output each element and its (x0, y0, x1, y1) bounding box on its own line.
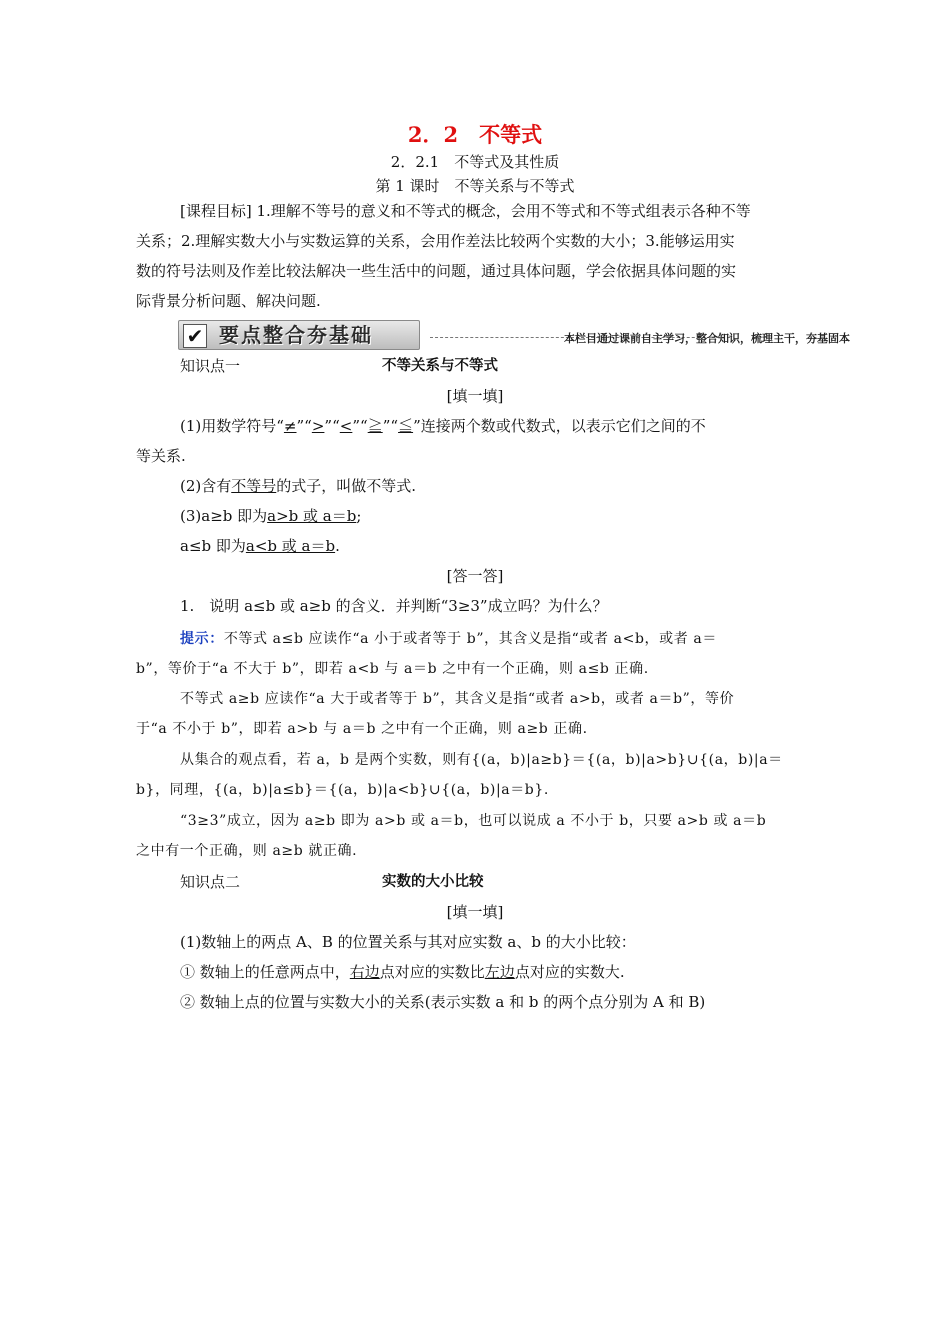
lesson-title: 第 1 课时 不等关系与不等式 (375, 177, 575, 195)
kp1-label: 知识点一 (180, 357, 241, 375)
hint-line-1: 提示：不等式 a≤b 应读作“a 小于或者等于 b”，其含义是指“或者 a<b，或者 a＝ (180, 631, 717, 647)
kp1-item-4: a≤b 即为a<b 或 a＝b. (180, 537, 340, 555)
objectives-line-4: 际背景分析问题、解决问题. (136, 292, 321, 310)
objectives-label: [课程目标] (180, 202, 252, 220)
objectives-line-2: 关系；2.理解实数大小与实数运算的关系，会用作差法比较两个实数的大小；3.能够运用实 (136, 232, 735, 250)
objectives-line-1: [课程目标] 1.理解不等号的意义和不等式的概念，会用不等式和不等式组表示各种不等 (180, 202, 751, 220)
banner-title: 要点整合夯基础 (219, 323, 373, 347)
hint-line-4: 于“a 不小于 b”，即若 a>b 与 a＝b 之中有一个正确，则 a≥b 正确. (136, 721, 588, 737)
kp1-item-1-cont: 等关系. (136, 447, 186, 465)
hint-line-3: 不等式 a≥b 应读作“a 大于或者等于 b”，其含义是指“或者 a>b，或者 a＝b”，等价 (180, 691, 735, 707)
hint-line-2: b”，等价于“a 不大于 b”，即若 a<b 与 a＝b 之中有一个正确，则 a≤b 正确. (136, 661, 649, 677)
hint-line-5: 从集合的观点看，若 a，b 是两个实数，则有{(a，b)|a≥b}＝{(a，b)|a>b}∪{(a，b)|a＝ (180, 752, 783, 768)
kp2-fill-label: [填一填] (446, 903, 504, 921)
kp1-answer-label: [答一答] (446, 567, 504, 585)
section-title: 2．2 不等式 (407, 122, 543, 147)
kp2-label: 知识点二 (180, 873, 241, 891)
kp1-item-3: (3)a≥b 即为a>b 或 a＝b; (180, 507, 362, 525)
kp2-title: 实数的大小比较 (382, 874, 484, 890)
kp2-item-3: ② 数轴上点的位置与实数大小的关系(表示实数 a 和 b 的两个点分别为 A 和 B) (180, 993, 706, 1011)
banner-note: 本栏目通过课前自主学习，整合知识，梳理主干，夯基固本 (564, 332, 850, 345)
kp1-item-2: (2)含有不等号的式子，叫做不等式. (180, 477, 417, 495)
hint-line-7: “3≥3”成立，因为 a≥b 即为 a>b 或 a＝b，也可以说成 a 不小于 b，只要 a>b 或 a＝b (180, 813, 767, 829)
question-1: 1. 说明 a≤b 或 a≥b 的含义．并判断“3≥3”成立吗？为什么？ (180, 597, 608, 615)
kp1-item-1: (1)用数学符号“≠”“>”“<”“≧”“≦”连接两个数或代数式，以表示它们之间的不 (180, 417, 706, 435)
kp1-fill-label: [填一填] (446, 387, 504, 405)
kp1-title: 不等关系与不等式 (382, 358, 498, 374)
checkmark-icon: ✔ (183, 324, 207, 348)
banner-box (178, 320, 420, 350)
kp2-item-2: ① 数轴上的任意两点中，右边点对应的实数比左边点对应的实数大. (180, 963, 625, 981)
section-banner (178, 318, 850, 352)
objectives-line-3: 数的符号法则及作差比较法解决一些生活中的问题，通过具体问题，学会依据具体问题的实 (136, 262, 737, 280)
hint-line-8: 之中有一个正确，则 a≥b 就正确. (136, 843, 358, 859)
subsection-title: 2．2.1 不等式及其性质 (390, 153, 560, 171)
hint-label: 提示： (180, 631, 224, 647)
kp2-item-1: (1)数轴上的两点 A、B 的位置关系与其对应实数 a、b 的大小比较： (180, 933, 636, 951)
hint-line-6: b}，同理，{(a，b)|a≤b}＝{(a，b)|a<b}∪{(a，b)|a＝b}. (136, 782, 549, 798)
